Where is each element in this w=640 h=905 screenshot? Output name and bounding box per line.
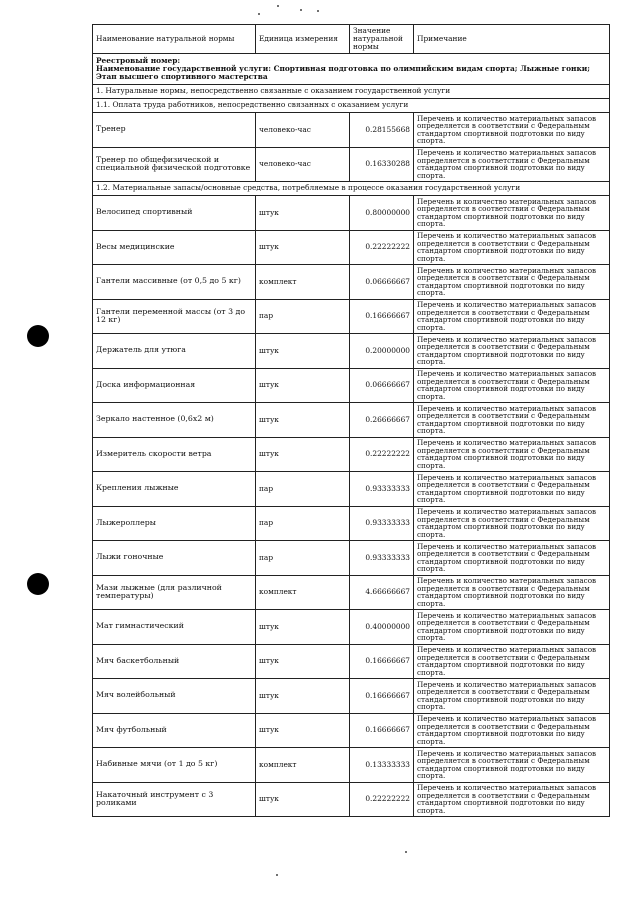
- item-value: 0.40000000: [350, 610, 414, 645]
- table-row: [93, 334, 610, 369]
- table-row: [93, 403, 610, 438]
- item-value: 4.66666667: [350, 575, 414, 610]
- item-value: 0.22222222: [350, 230, 414, 265]
- table-row: [93, 782, 610, 817]
- item-value: 0.16666667: [350, 299, 414, 334]
- table-row: [93, 147, 610, 182]
- item-unit: комплект: [256, 575, 350, 610]
- item-note: Перечень и количество материальных запасов определяется в соответствии с Федеральным стандартом спортивной подготовки по виду спорта.: [414, 368, 610, 403]
- item-note: Перечень и количество материальных запасов определяется в соответствии с Федеральным стандартом спортивной подготовки по виду спорта.: [414, 713, 610, 748]
- item-value: 0.93333333: [350, 472, 414, 507]
- item-value: 0.20000000: [350, 334, 414, 369]
- item-value: 0.16666667: [350, 679, 414, 714]
- punch-hole-bottom: [27, 573, 49, 595]
- item-unit: человеко-час: [256, 147, 350, 182]
- item-value: 0.22222222: [350, 437, 414, 472]
- scan-speck: [276, 874, 278, 876]
- subsection-row: [93, 99, 610, 113]
- item-note: Перечень и количество материальных запасов определяется в соответствии с Федеральным стандартом спортивной подготовки по виду спорта.: [414, 299, 610, 334]
- item-note: Перечень и количество материальных запасов определяется в соответствии с Федеральным стандартом спортивной подготовки по виду спорта.: [414, 196, 610, 231]
- table-row: [93, 113, 610, 148]
- material-rows: [93, 196, 610, 817]
- item-name: Лыжи гоночные: [93, 541, 256, 576]
- registry-number: Реестровый номер:: [96, 55, 181, 65]
- table-row: [93, 265, 610, 300]
- item-unit: штук: [256, 230, 350, 265]
- item-name: Набивные мячи (от 1 до 5 кг): [93, 748, 256, 783]
- item-note: Перечень и количество материальных запасов определяется в соответствии с Федеральным стандартом спортивной подготовки по виду спорта.: [414, 403, 610, 438]
- item-note: Перечень и количество материальных запасов определяется в соответствии с Федеральным стандартом спортивной подготовки по виду спорта.: [414, 113, 610, 148]
- item-note: Перечень и количество материальных запасов определяется в соответствии с Федеральным стандартом спортивной подготовки по виду спорта.: [414, 782, 610, 817]
- item-note: Перечень и количество материальных запасов определяется в соответствии с Федеральным стандартом спортивной подготовки по виду спорта.: [414, 748, 610, 783]
- section-1-1-title: 1.1. Оплата труда работников, непосредственно связанных с оказанием услуги: [93, 99, 610, 113]
- table-row: [93, 230, 610, 265]
- item-note: Перечень и количество материальных запасов определяется в соответствии с Федеральным стандартом спортивной подготовки по виду спорта.: [414, 334, 610, 369]
- item-unit: штук: [256, 196, 350, 231]
- item-name: Мяч волейбольный: [93, 679, 256, 714]
- item-unit: пар: [256, 299, 350, 334]
- item-unit: штук: [256, 713, 350, 748]
- item-note: Перечень и количество материальных запасов определяется в соответствии с Федеральным стандартом спортивной подготовки по виду спорта.: [414, 147, 610, 182]
- item-name: Крепления лыжные: [93, 472, 256, 507]
- section-1-title: 1. Натуральные нормы, непосредственно связанные с оказанием государственной услуги: [93, 85, 610, 99]
- item-note: Перечень и количество материальных запасов определяется в соответствии с Федеральным стандартом спортивной подготовки по виду спорта.: [414, 265, 610, 300]
- table-row: [93, 644, 610, 679]
- item-name: Гантели массивные (от 0,5 до 5 кг): [93, 265, 256, 300]
- subsection-row: [93, 182, 610, 196]
- item-name: Гантели переменной массы (от 3 до 12 кг): [93, 299, 256, 334]
- scan-speck: [258, 13, 260, 15]
- item-value: 0.16666667: [350, 713, 414, 748]
- item-unit: штук: [256, 334, 350, 369]
- item-value: 0.26666667: [350, 403, 414, 438]
- item-name: Накаточный инструмент с 3 роликами: [93, 782, 256, 817]
- item-name: Держатель для утюга: [93, 334, 256, 369]
- table-row: [93, 506, 610, 541]
- item-note: Перечень и количество материальных запасов определяется в соответствии с Федеральным стандартом спортивной подготовки по виду спорта.: [414, 575, 610, 610]
- header-name: Наименование натуральной нормы: [93, 25, 256, 54]
- table-row: [93, 575, 610, 610]
- item-name: Тренер по общефизической и специальной физической подготовке: [93, 147, 256, 182]
- item-unit: штук: [256, 368, 350, 403]
- labor-rows: [93, 113, 610, 182]
- item-value: 0.93333333: [350, 506, 414, 541]
- table-row: [93, 541, 610, 576]
- header-value: Значение натуральной нормы: [350, 25, 414, 54]
- item-note: Перечень и количество материальных запасов определяется в соответствии с Федеральным стандартом спортивной подготовки по виду спорта.: [414, 472, 610, 507]
- item-unit: человеко-час: [256, 113, 350, 148]
- item-unit: штук: [256, 644, 350, 679]
- norms-table: [92, 24, 610, 817]
- table-row: [93, 437, 610, 472]
- table-row: [93, 472, 610, 507]
- item-name: Мази лыжные (для различной температуры): [93, 575, 256, 610]
- item-note: Перечень и количество материальных запасов определяется в соответствии с Федеральным стандартом спортивной подготовки по виду спорта.: [414, 679, 610, 714]
- item-value: 0.16666667: [350, 644, 414, 679]
- service-name: Наименование государственной услуги: Спортивная подготовка по олимпийским видам спорта; Лыжные гонки; Этап высшего спортивного мастерства: [96, 63, 591, 82]
- scan-speck: [300, 9, 302, 11]
- item-unit: штук: [256, 403, 350, 438]
- header-row: [93, 25, 610, 54]
- item-value: 0.06666667: [350, 368, 414, 403]
- table-row: [93, 368, 610, 403]
- item-name: Лыжероллеры: [93, 506, 256, 541]
- table-row: [93, 713, 610, 748]
- item-unit: штук: [256, 437, 350, 472]
- section-1-2-title: 1.2. Материальные запасы/основные средства, потребляемые в процессе оказания государственной услуги: [93, 182, 610, 196]
- item-unit: пар: [256, 541, 350, 576]
- table-row: [93, 196, 610, 231]
- item-name: Мяч баскетбольный: [93, 644, 256, 679]
- item-note: Перечень и количество материальных запасов определяется в соответствии с Федеральным стандартом спортивной подготовки по виду спорта.: [414, 541, 610, 576]
- item-unit: комплект: [256, 265, 350, 300]
- item-name: Мяч футбольный: [93, 713, 256, 748]
- table-row: [93, 299, 610, 334]
- item-name: Измеритель скорости ветра: [93, 437, 256, 472]
- item-value: 0.13333333: [350, 748, 414, 783]
- item-note: Перечень и количество материальных запасов определяется в соответствии с Федеральным стандартом спортивной подготовки по виду спорта.: [414, 610, 610, 645]
- item-note: Перечень и количество материальных запасов определяется в соответствии с Федеральным стандартом спортивной подготовки по виду спорта.: [414, 437, 610, 472]
- header-note: Примечание: [414, 25, 610, 54]
- scan-speck: [277, 5, 279, 7]
- item-value: 0.06666667: [350, 265, 414, 300]
- item-name: Тренер: [93, 113, 256, 148]
- item-unit: пар: [256, 472, 350, 507]
- scan-speck: [405, 851, 407, 853]
- item-value: 0.28155668: [350, 113, 414, 148]
- table-row: [93, 748, 610, 783]
- section-row: [93, 85, 610, 99]
- registry-row: [93, 54, 610, 85]
- item-note: Перечень и количество материальных запасов определяется в соответствии с Федеральным стандартом спортивной подготовки по виду спорта.: [414, 644, 610, 679]
- item-unit: штук: [256, 679, 350, 714]
- item-name: Доска информационная: [93, 368, 256, 403]
- item-note: Перечень и количество материальных запасов определяется в соответствии с Федеральным стандартом спортивной подготовки по виду спорта.: [414, 506, 610, 541]
- table-row: [93, 610, 610, 645]
- scan-speck: [317, 10, 319, 12]
- table-row: [93, 679, 610, 714]
- item-unit: пар: [256, 506, 350, 541]
- registry-cell: [93, 54, 610, 85]
- item-name: Мат гимнастический: [93, 610, 256, 645]
- item-value: 0.22222222: [350, 782, 414, 817]
- item-name: Велосипед спортивный: [93, 196, 256, 231]
- item-unit: штук: [256, 610, 350, 645]
- item-value: 0.80000000: [350, 196, 414, 231]
- item-unit: комплект: [256, 748, 350, 783]
- punch-hole-top: [27, 325, 49, 347]
- item-value: 0.93333333: [350, 541, 414, 576]
- item-name: Весы медицинские: [93, 230, 256, 265]
- item-unit: штук: [256, 782, 350, 817]
- item-name: Зеркало настенное (0,6х2 м): [93, 403, 256, 438]
- item-value: 0.16330288: [350, 147, 414, 182]
- header-unit: Единица измерения: [256, 25, 350, 54]
- item-note: Перечень и количество материальных запасов определяется в соответствии с Федеральным стандартом спортивной подготовки по виду спорта.: [414, 230, 610, 265]
